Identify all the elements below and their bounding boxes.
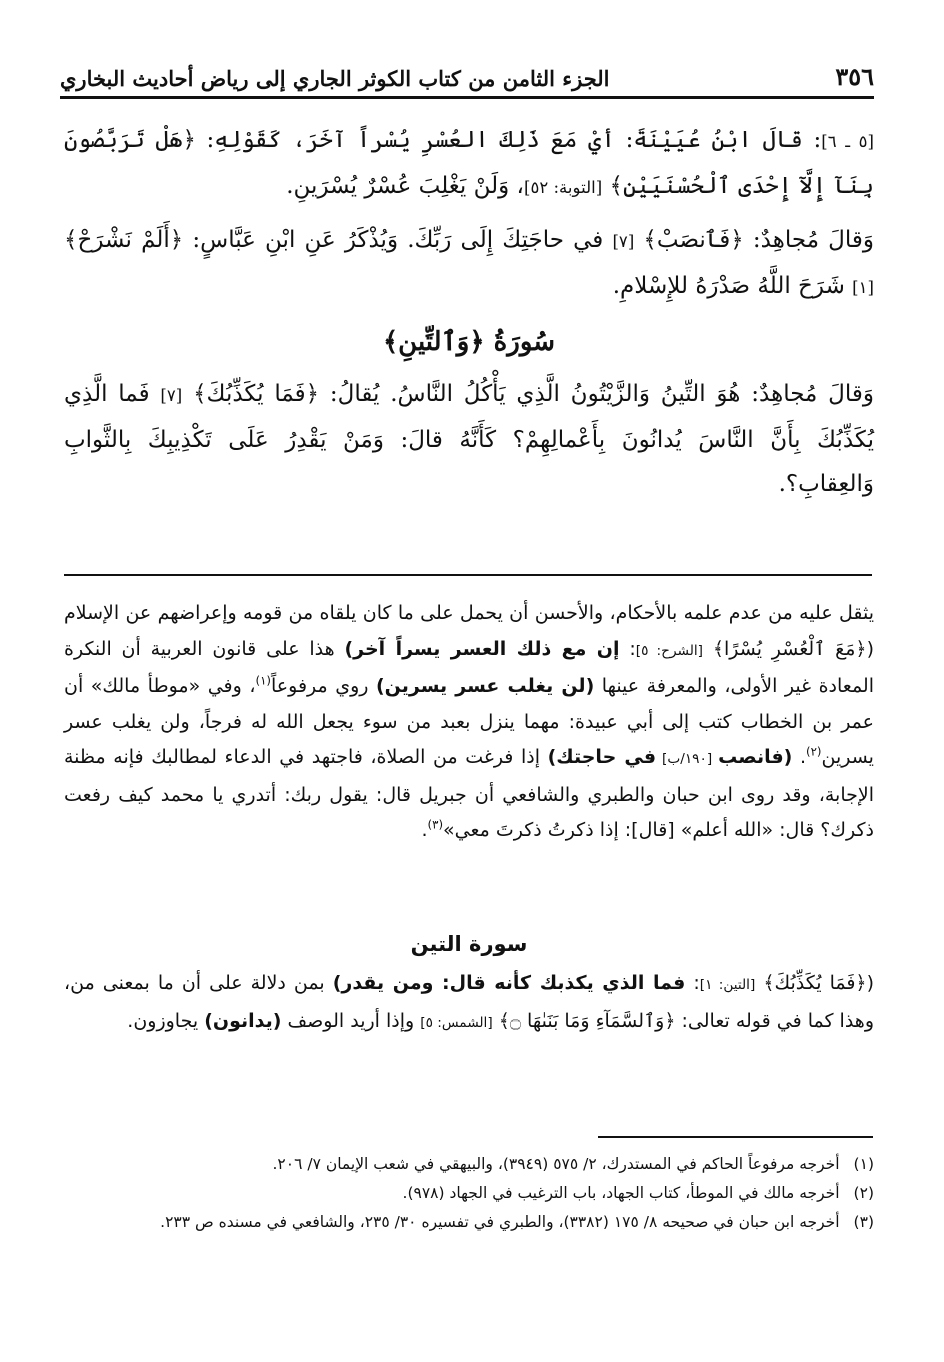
commentary-block bbox=[64, 966, 874, 1041]
footnote-marker[interactable]: (٢) bbox=[805, 744, 822, 759]
commentary-paragraph bbox=[64, 596, 874, 849]
text-run: إذا فرغت من الصلاة، فاجتهد في الدعاء لمطالبك فإنه مظنة الإجابة، وقد روى ابن حبان والطبري والشافعي أن جبريل قال: يقول ربك: أتدري يا محمد كيف رفعت ذكرك؟ قال: «الله أعلم» [قال]: إذا ذكرتُ ذكرتَ معي» bbox=[64, 746, 874, 841]
footnote-item bbox=[64, 1179, 874, 1208]
text-run: : bbox=[685, 972, 700, 994]
hadith-text bbox=[64, 118, 874, 310]
quran-verse: ﴿فَمَا يُكَذِّبُكَ﴾ bbox=[193, 381, 320, 407]
footnote-text: أخرجه مرفوعاً الحاكم في المستدرك، ٢/ ٥٧٥ (٣٩٤٩)، والبيهقي في شعب الإيمان ٧/ ٢٠٦. bbox=[272, 1155, 840, 1173]
footnote-text: أخرجه مالك في الموطأ، كتاب الجهاد، باب الترغيب في الجهاد (٩٧٨). bbox=[402, 1184, 840, 1202]
bold-lemma: في حاجتك) bbox=[547, 746, 657, 768]
quran-verse: ﴿فَمَا يُكَذِّبُكَ﴾ bbox=[763, 972, 867, 994]
text-run: يجاوزون. bbox=[127, 1009, 205, 1032]
commentary-paragraph bbox=[64, 966, 874, 1041]
text-run: وَقالَ مُجاهِدٌ: bbox=[743, 227, 874, 253]
verse-ref: [٥ ـ ٦] bbox=[821, 132, 874, 151]
footnote-number: (٣) bbox=[853, 1213, 874, 1231]
text-run: فَما الَّذِي يُكَذِّبُكَ بِأَنَّ النَّاسَ يُدانُونَ بِأَعْمالِهِمْ؟ كَأَنَّهُ قالَ: وَمَنْ يَقْدِرُ عَلَى تَكْذِيبِكَ بِالثَّوابِ وَالعِقابِ؟. bbox=[64, 381, 874, 497]
bold-lemma: فما الذي يكذبك كأنه قال: ومن يقدر) bbox=[332, 972, 686, 994]
footnote-marker[interactable]: (٣) bbox=[427, 817, 444, 832]
text-run: : bbox=[619, 637, 636, 660]
quran-verse: ﴿فَٱنصَبْ﴾ bbox=[643, 227, 744, 253]
text-run: هذا على قانون العربية أن النكرة المعادة غير الأولى، والمعرفة عينها bbox=[64, 637, 874, 697]
running-title: الجزء الثامن من كتاب الكوثر الجاري إلى رياض أحاديث البخاري bbox=[60, 66, 610, 91]
surah-heading: سُورَةُ ﴿وَٱلتِّينِ﴾ bbox=[382, 327, 556, 357]
verse-ref: [التين: ١] bbox=[699, 977, 756, 993]
bold-lemma: (يدانون) bbox=[204, 1009, 282, 1032]
page-header bbox=[60, 52, 874, 99]
hadith-paragraph bbox=[64, 118, 874, 210]
surah-text bbox=[64, 372, 874, 506]
verse-ref: [١] bbox=[852, 278, 874, 297]
quran-verse: ﴿أَلَمْ نَشْرَحْ﴾ bbox=[64, 227, 184, 253]
commentary-block bbox=[64, 596, 874, 849]
text-run: ، وَلَنْ يَغْلِبَ عُسْرٌ يُسْرَينِ. bbox=[286, 173, 524, 199]
footnote-marker[interactable]: (١) bbox=[255, 673, 271, 688]
text-run: يثقل عليه من عدم علمه بالأحكام، والأحسن أن يحمل على ما كان يلقاه من قومه وإعراضهم عن الإسلام ( bbox=[64, 602, 874, 660]
hadith-paragraph bbox=[64, 218, 874, 310]
text-run: شَرَحَ اللَّهُ صَدْرَهُ للإِسْلامِ. bbox=[612, 273, 853, 299]
footnote-number: (٢) bbox=[853, 1184, 874, 1202]
text-run: . bbox=[421, 819, 428, 841]
verse-ref: [التوبة: ٥٢] bbox=[523, 178, 603, 197]
text-run: : قالَ ابْنُ عُيَيْنَةَ: أيْ مَعَ ذَلِكَ العُسْرِ يُسْراً آخَرَ، كَقَوْلِهِ: bbox=[195, 127, 822, 153]
commentary-heading: سورة التين bbox=[410, 932, 528, 956]
verse-ref: [٧] bbox=[612, 232, 635, 251]
commentary-divider bbox=[64, 574, 872, 576]
text-run: روي مرفوعاً bbox=[271, 675, 376, 697]
hadith-paragraph bbox=[64, 372, 874, 506]
quran-verse: ﴿وَٱلسَّمَآءِ وَمَا بَنَىٰهَا ۝﴾ bbox=[498, 1009, 676, 1032]
footnote-item bbox=[64, 1208, 874, 1237]
bold-lemma: (لن يغلب عسر يسرين) bbox=[375, 675, 595, 697]
footnotes bbox=[64, 1150, 874, 1237]
footnote-item bbox=[64, 1150, 874, 1179]
text-run: ( bbox=[866, 972, 874, 994]
verse-ref: [٧] bbox=[160, 386, 183, 405]
text-run: في حاجَتِكَ إِلَى رَبِّكَ. وَيُذْكَرُ عَنِ ابْنِ عَبَّاسٍ: bbox=[183, 227, 613, 253]
footnote-divider bbox=[598, 1136, 873, 1138]
text-run: بمن دلالة على أن ما بمعنى من، وهذا كما في قوله تعالى: bbox=[64, 972, 874, 1032]
quran-verse: ﴿هَلْ تَرَبَّصُونَ بِنَآ إِلَّآ إِحْدَى ٱلْحُسْنَيَيْنِ﴾ bbox=[64, 127, 874, 199]
footnote-number: (١) bbox=[853, 1155, 874, 1173]
bold-lemma: إن مع ذلك العسر يسراً آخر) bbox=[344, 637, 620, 660]
bold-lemma: (فانصب bbox=[718, 746, 793, 768]
manuscript-folio-ref: [١٩٠/ب] bbox=[656, 751, 719, 767]
text-run: . bbox=[792, 746, 806, 768]
text-run: وَقالَ مُجاهِدٌ: هُوَ التِّينُ وَالزَّيْتُونُ الَّذِي يَأْكُلُ النَّاسُ. يُقالُ: bbox=[319, 381, 875, 407]
quran-verse: ﴿مَعَ ٱلْعُسْرِ يُسْرًا﴾ bbox=[712, 637, 867, 660]
verse-ref: [الشمس: ٥] bbox=[420, 1014, 493, 1031]
page-number: ٣٥٦ bbox=[835, 62, 874, 91]
footnote-text: أخرجه ابن حبان في صحيحه ٨/ ١٧٥ (٣٣٨٢)، والطبري في تفسيره ٣٠/ ٢٣٥، والشافعي في مسنده ص ٢٣٣. bbox=[160, 1213, 840, 1231]
verse-ref: [الشرح: ٥] bbox=[635, 642, 704, 659]
text-run: ، وفي «موطأ مالك» أن عمر بن الخطاب كتب إلى أبي عبيدة: مهما ينزل بعبد من سوء يجعل الله له فرجاً، ولن يغلب عسر يسرين bbox=[64, 675, 874, 768]
text-run: وإذا أريد الوصف bbox=[281, 1009, 421, 1032]
